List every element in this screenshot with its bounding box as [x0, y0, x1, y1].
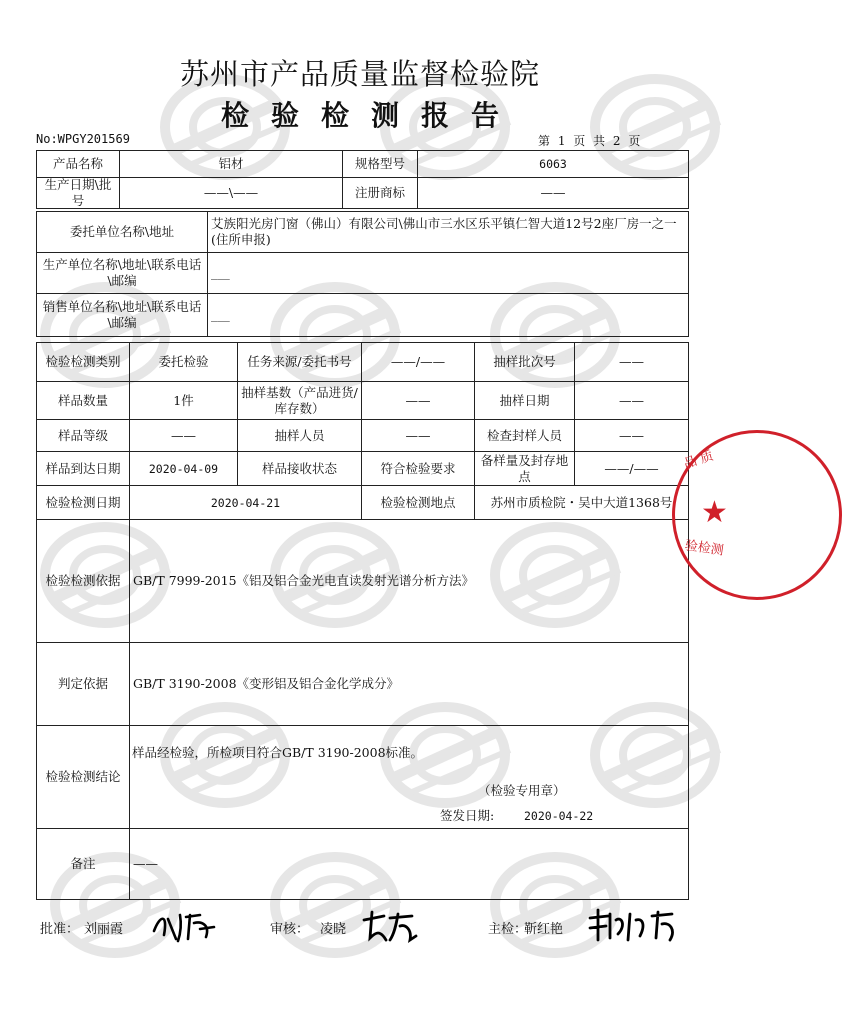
client-label: 委托单位名称\地址 — [36, 211, 208, 253]
trademark-label: 注册商标 — [342, 177, 418, 209]
seal-checker-value: —— — [574, 419, 689, 452]
grade-label: 样品等级 — [36, 419, 130, 452]
sampling-base-label: 抽样基数（产品进货/库存数） — [237, 381, 362, 420]
sample-qty-value: 1件 — [129, 381, 238, 420]
inspection-stamp — [672, 430, 842, 600]
test-place-label: 检验检测地点 — [361, 485, 475, 520]
reviewer-signature-icon — [360, 906, 420, 946]
spec-label: 规格型号 — [342, 150, 418, 178]
test-category-label: 检验检测类别 — [36, 342, 130, 382]
task-source-value: ——/—— — [361, 342, 475, 382]
sampling-date-label: 抽样日期 — [474, 381, 575, 420]
sampling-date-value: —— — [574, 381, 689, 420]
spec-value: 6063 — [417, 150, 689, 178]
receive-status-value: 符合检验要求 — [361, 451, 475, 486]
page-info: 第 1 页 共 2 页 — [538, 134, 641, 148]
report-title: 检验检测报告 — [220, 99, 521, 132]
trademark-value: —— — [417, 177, 689, 209]
batch-label: 抽样批次号 — [474, 342, 575, 382]
seal-note: （检验专用章） — [478, 783, 566, 798]
conclusion-label: 检验检测结论 — [36, 725, 130, 829]
grade-value: —— — [129, 419, 238, 452]
task-source-label: 任务来源/委托书号 — [237, 342, 362, 382]
receive-status-label: 样品接收状态 — [237, 451, 362, 486]
test-place-value: 苏州市质检院・吴中大道1368号 — [474, 485, 689, 520]
inspector-name: 靳红艳 — [524, 922, 564, 937]
arrival-date-value: 2020-04-09 — [129, 451, 238, 486]
manufacturer-value: ___ — [207, 252, 689, 294]
reviewer-name: 凌晓 — [320, 922, 347, 937]
prod-date-value: ——\—— — [119, 177, 343, 209]
inspector-signature-icon — [586, 904, 682, 946]
seller-label: 销售单位名称\地址\联系电话\邮编 — [36, 293, 208, 337]
issue-date-value: 2020-04-22 — [524, 809, 594, 823]
seal-checker-label: 检查封样人员 — [474, 419, 575, 452]
storage-label: 备样量及封存地点 — [474, 451, 575, 486]
institute-title: 苏州市产品质量监督检验院 — [179, 57, 540, 91]
test-category-value: 委托检验 — [129, 342, 238, 382]
seller-value: ___ — [207, 293, 689, 337]
sample-qty-label: 样品数量 — [36, 381, 130, 420]
prod-date-label: 生产日期\批号 — [36, 177, 120, 209]
arrival-date-label: 样品到达日期 — [36, 451, 130, 486]
conclusion-text: 样品经检验，所检项目符合GB/T 3190-2008标准。 — [132, 745, 424, 760]
approver-name: 刘丽霞 — [84, 922, 124, 937]
manufacturer-label: 生产单位名称\地址\联系电话\邮编 — [36, 252, 208, 294]
storage-value: ——/—— — [574, 451, 689, 486]
batch-value: —— — [574, 342, 689, 382]
basis-label: 检验检测依据 — [36, 519, 130, 643]
report-number: No:WPGY201569 — [36, 132, 130, 146]
basis-value: GB/T 7999-2015《铝及铝合金光电直读发射光谱分析方法》 — [129, 519, 689, 643]
approver-signature-icon — [150, 905, 220, 945]
reviewer-label: 审核： — [270, 922, 310, 937]
stamp-star-icon: ★ — [701, 495, 728, 530]
issue-date-label: 签发日期: — [440, 808, 495, 823]
conclusion-box — [129, 725, 689, 829]
approver-label: 批准： — [40, 922, 80, 937]
remarks-value: —— — [129, 828, 689, 900]
stamp-text-bottom: 验检测 — [683, 538, 725, 559]
judgement-label: 判定依据 — [36, 642, 130, 726]
test-date-label: 检验检测日期 — [36, 485, 130, 520]
remarks-label: 备注 — [36, 828, 130, 900]
sampling-base-value: —— — [361, 381, 475, 420]
product-name-value: 铝材 — [119, 150, 343, 178]
sampler-label: 抽样人员 — [237, 419, 362, 452]
sampler-value: —— — [361, 419, 475, 452]
inspector-label: 主检： — [488, 922, 528, 937]
judgement-value: GB/T 3190-2008《变形铝及铝合金化学成分》 — [129, 642, 689, 726]
stamp-text-top: 品 质 — [682, 448, 716, 473]
product-name-label: 产品名称 — [36, 150, 120, 178]
client-value: 艾族阳光房门窗（佛山）有限公司\佛山市三水区乐平镇仁智大道12号2座厂房一之一(住所申报) — [207, 211, 689, 253]
test-date-value: 2020-04-21 — [129, 485, 362, 520]
